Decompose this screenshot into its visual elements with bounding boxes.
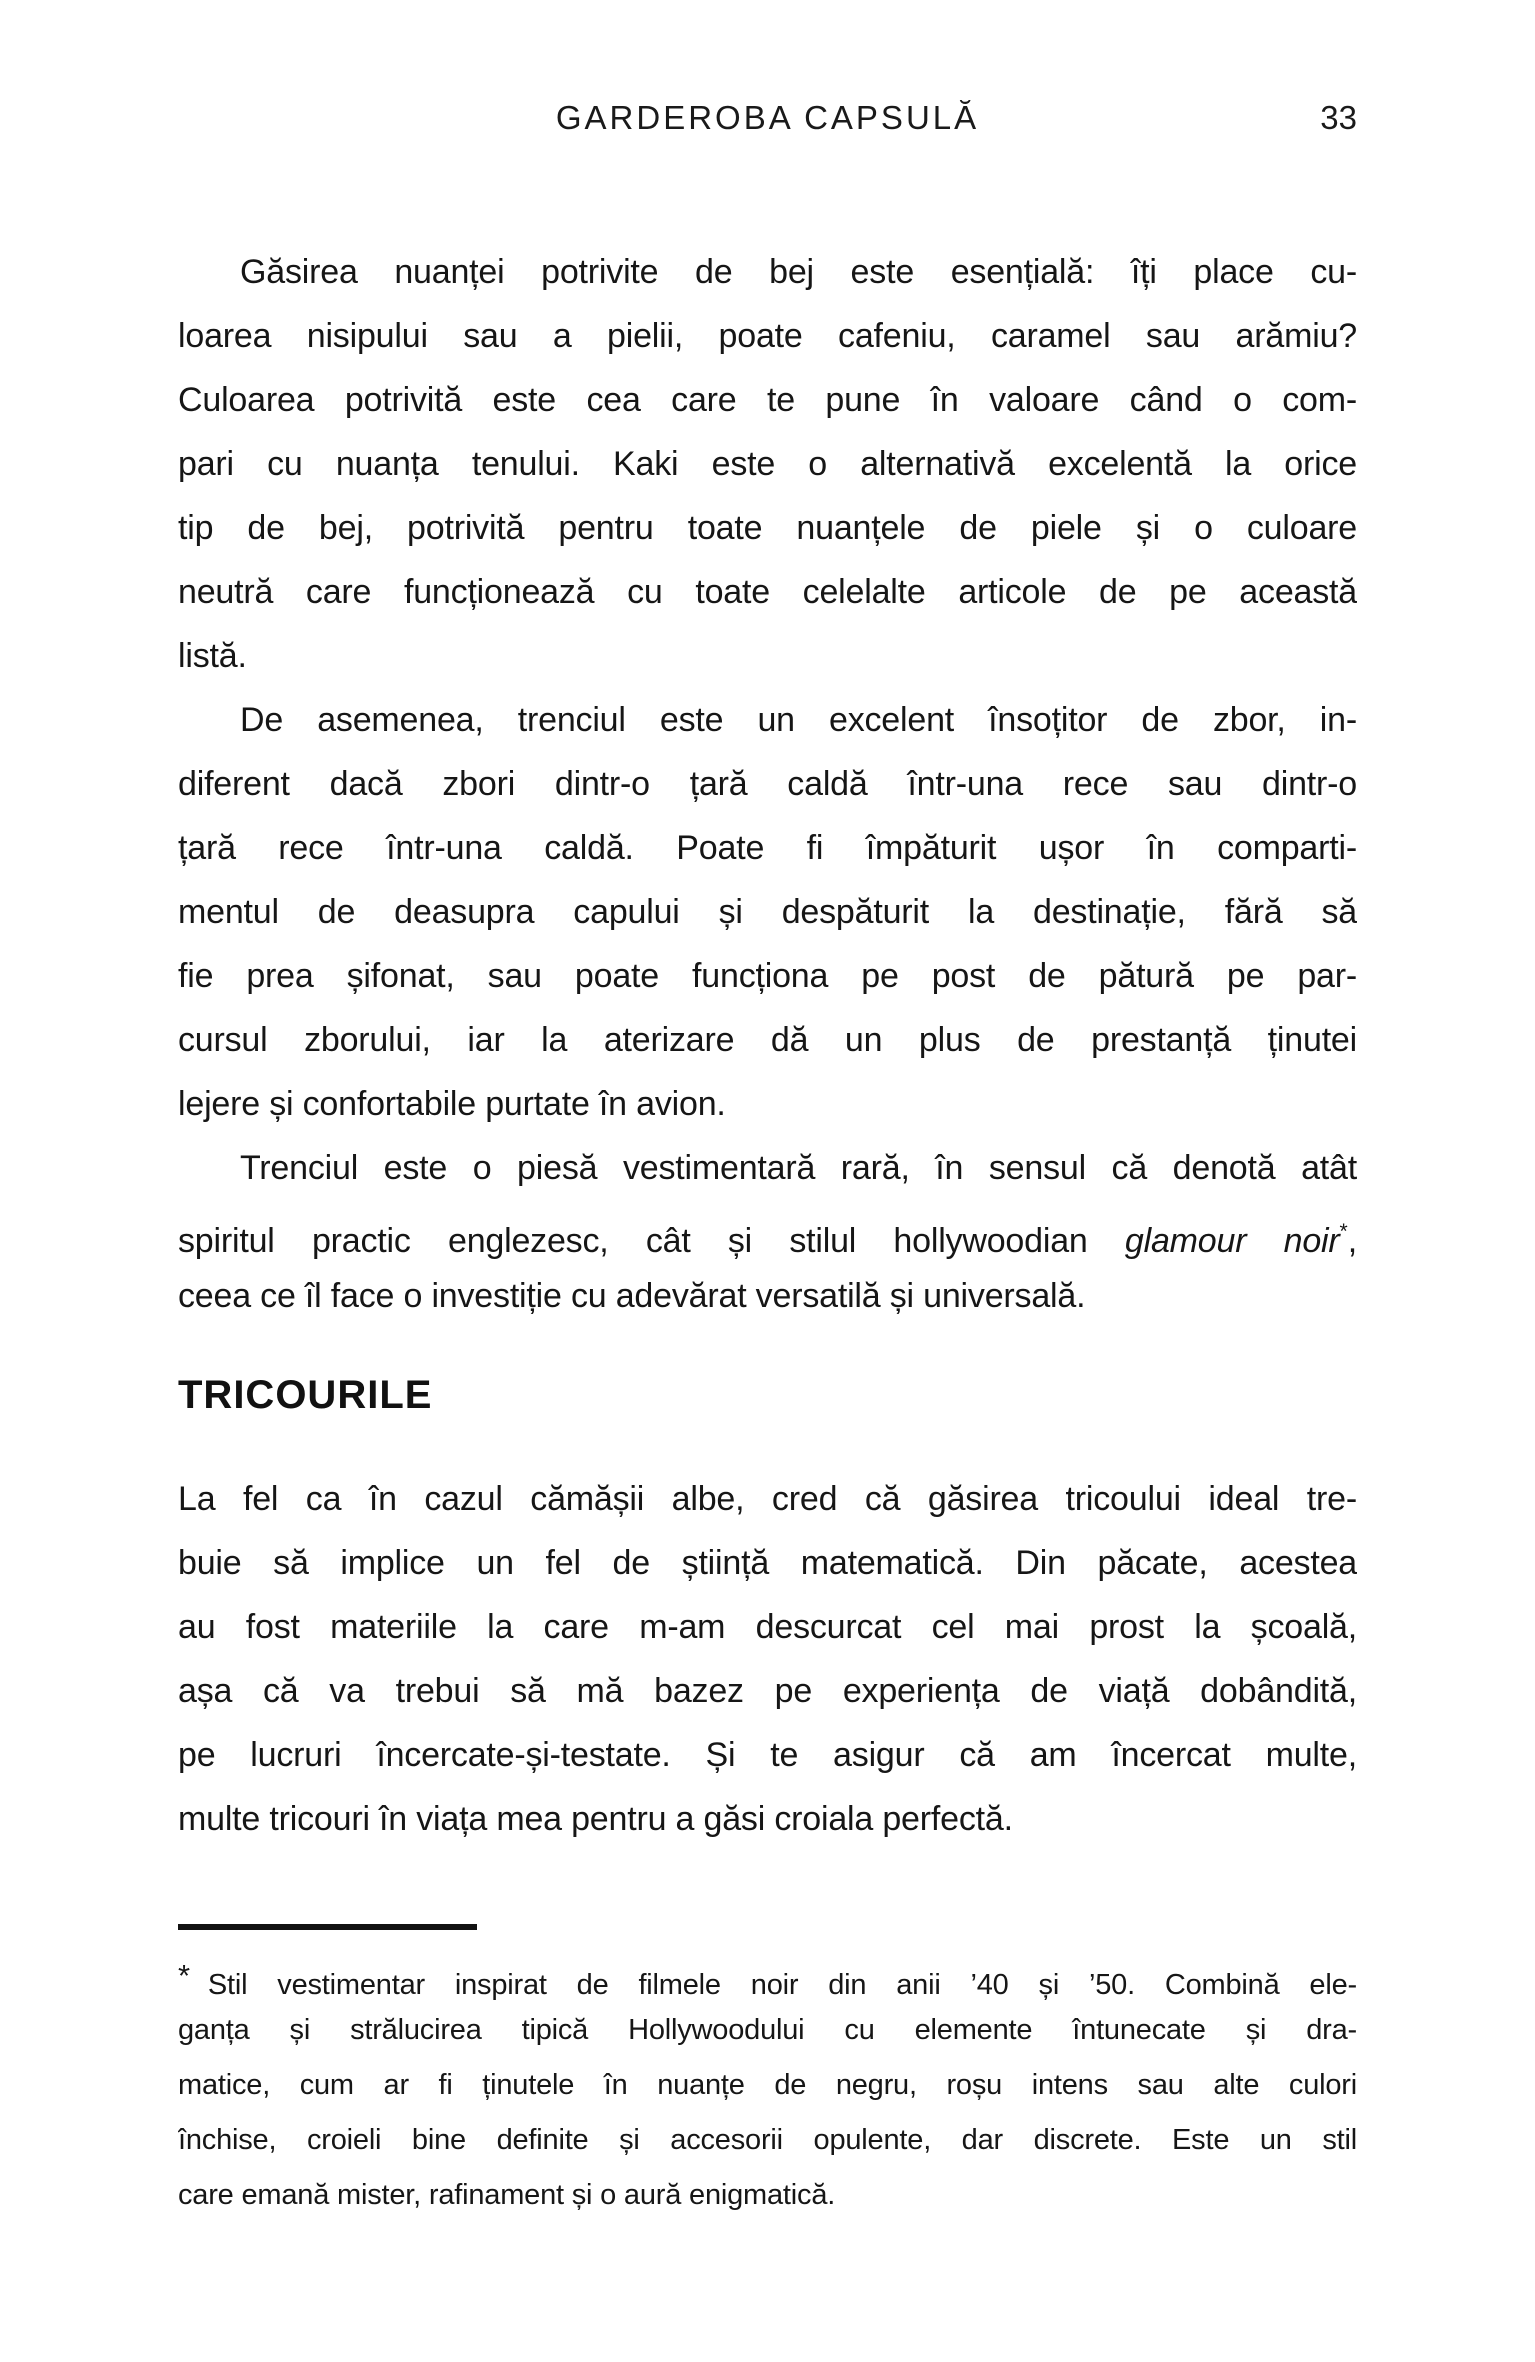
text-line: De asemenea, trenciul este un excelent însoțitor de zbor, in- [240,701,1357,739]
footnote-line: ganța și strălucirea tipică Hollywoodului cu elemente întunecate și dra- [178,2014,1357,2046]
text-line: tip de bej, potrivită pentru toate nuanțele de piele și o culoare [178,509,1357,547]
text-line [178,1200,1357,1264]
paragraph-4 [178,1467,1357,1851]
text-line: ceea ce îl face o investiție cu adevărat versatilă și universală. [178,1277,1086,1315]
text-run: spiritul practic englezesc, cât și stilul hollywoodian [178,1222,1125,1260]
text-run: Stil vestimentar inspirat de filmele noir din anii ’40 și ’50. Combină ele- [207,1969,1357,2001]
text-line: La fel ca în cazul cămășii albe, cred că găsirea tricoului ideal tre- [178,1480,1357,1518]
text-line: multe tricouri în viața mea pentru a găsi croiala perfectă. [178,1800,1013,1838]
footnote-line [178,1948,1357,2003]
text-line: listă. [178,637,247,675]
text-line: loarea nisipului sau a pielii, poate cafeniu, caramel sau arămiu? [178,317,1357,355]
footnote-separator-rule [178,1924,477,1930]
text-line: pe lucruri încercate-și-testate. Și te asigur că am încercat multe, [178,1736,1357,1774]
footnote [178,1948,1357,2223]
footnote-marker-asterisk: * [178,1958,190,1993]
text-line: buie să implice un fel de știință matematică. Din păcate, acestea [178,1544,1357,1582]
text-line: lejere și confortabile purtate în avion. [178,1085,726,1123]
section-heading: TRICOURILE [178,1373,433,1417]
text-line: cursul zborului, iar la aterizare dă un plus de prestanță ținutei [178,1021,1357,1059]
text-line: fie prea șifonat, sau poate funcționa pe post de pătură pe par- [178,957,1357,995]
text-line: neutră care funcționează cu toate celelalte articole de pe această [178,573,1357,611]
chapter-title: GARDEROBA CAPSULĂ [555,99,980,136]
footnote-line: matice, cum ar fi ținutele în nuanțe de negru, roșu intens sau alte culori [178,2069,1357,2101]
running-header [178,96,1357,140]
text-run: , [1347,1222,1357,1260]
paragraph-1 [178,240,1357,688]
text-line: mentul de deasupra capului și despăturit la destinație, fără să [178,893,1357,931]
footnote-line: închise, croieli bine definite și accesorii opulente, dar discrete. Este un stil [178,2124,1357,2156]
text-line: pari cu nuanța tenului. Kaki este o alternativă excelentă la orice [178,445,1357,483]
footnote-line: care emană mister, rafinament și o aură enigmatică. [178,2179,836,2211]
text-line: țară rece într-una caldă. Poate fi împăturit ușor în comparti- [178,829,1357,867]
text-line: Găsirea nuanței potrivite de bej este esențială: îți place cu- [240,253,1357,291]
page-number: 33 [1320,99,1357,136]
body-text [178,240,1357,1851]
text-line: diferent dacă zbori dintr-o țară caldă într-una rece sau dintr-o [178,765,1357,803]
footnote-reference-asterisk: * [1339,1220,1348,1243]
text-line: Culoarea potrivită este cea care te pune în valoare când o com- [178,381,1357,419]
paragraph-3 [178,1136,1357,1328]
paragraph-2 [178,688,1357,1136]
text-line: așa că va trebui să mă bazez pe experiența de viață dobândită, [178,1672,1357,1710]
text-line: au fost materiile la care m-am descurcat cel mai prost la școală, [178,1608,1357,1646]
text-line: Trenciul este o piesă vestimentară rară, în sensul că denotă atât [240,1149,1357,1187]
italic-phrase: glamour noir [1124,1222,1340,1260]
